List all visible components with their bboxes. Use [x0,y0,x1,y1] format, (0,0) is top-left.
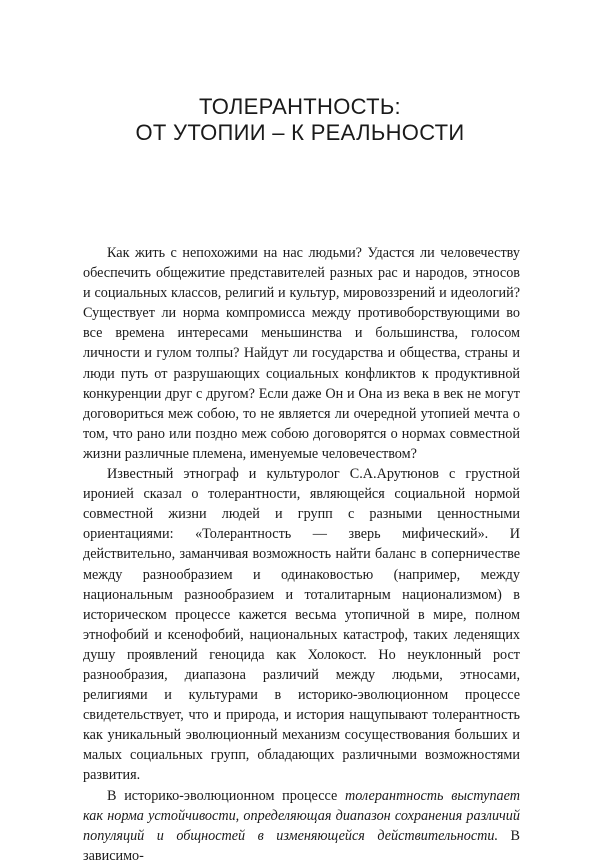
body-text [83,243,520,866]
chapter-title-line-1: ТОЛЕРАНТНОСТЬ: [199,94,401,119]
paragraph-3 [83,786,520,866]
paragraph-3-start: В историко-эволюционном процессе [107,787,346,804]
chapter-title [0,94,600,146]
paragraph-3-italic: толерантность выступает как норма устойчивости, определяющая диапазон сохранения различий популяций и общностей в изменяющейся действительности. [83,787,520,844]
paragraph-1: Как жить с непохожими на нас людьми? Удастся ли человечеству обеспечить общежитие представителей разных рас и народов, этносов и социальных классов, религий и культур, мировоззрений и идеологий? Существует ли норма компромисса между противоборствующими во все времена интересами меньшинства и большинства, голосом личности и гулом толпы? Найдут ли государства и общества, страны и люди путь от разрушающих социальных конфликтов к продуктивной конкуренции друг с другом? Если даже Он и Она из века в век не могут договориться меж собою, то не является ли очередной утопией мечта о том, что рано или поздно меж собою договорятся о нормах совместной жизни различные племена, именуемые человечеством? [83,245,520,462]
chapter-title-line-2: ОТ УТОПИИ – К РЕАЛЬНОСТИ [135,120,465,145]
paragraph-2: Известный этнограф и культуролог С.А.Арутюнов с грустной иронией сказал о толерантности, являющейся социальной нормой совместной жизни людей и групп с разными ценностными ориентациями: «Толерантность — зверь мифический». И действительно, заманчивая возможность найти баланс в соперничестве между разнообразием и одинаковостью (например, между национальным разнообразием и тоталитарным национализмом) в историческом процессе кажется весьма утопичной в мире, полном этнофобий и ксенофобий, национальных катастроф, таких леденящих душу проявлений геноцида как Холокост. Но неуклонный рост разнообразия, диапазона различий между людьми, этносами, религиями и культурами в историко-эволюционном процессе свидетельствует, что и природа, и история нащупывают толерантность как уникальный эволюционный механизм сосуществования больших и малых социальных групп, обладающих различными возможностями развития. [83,466,520,784]
paragraph-3-end: В зависимо- [83,827,520,864]
